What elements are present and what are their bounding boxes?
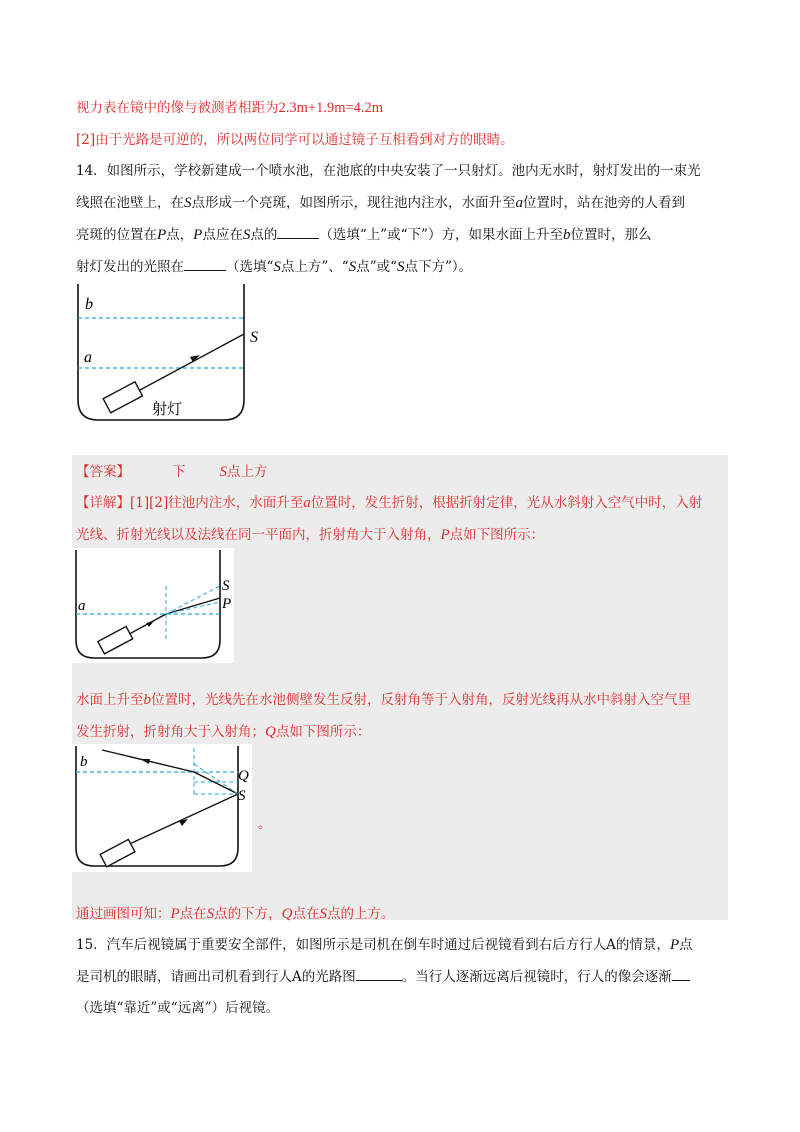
point-p: P [193, 227, 203, 243]
answer-line [76, 460, 268, 481]
q14-line-1: 14．如图所示，学校新建成一个喷水池，在池底的中央安装了一只射灯。池内无水时，射灯发出的一束光 [76, 163, 701, 179]
detail-text: 点的上方。 [327, 906, 395, 922]
q15-text: 点 [679, 937, 693, 953]
label-s: S [250, 329, 258, 346]
point-q: Q [281, 906, 293, 922]
q15-line-1 [76, 933, 693, 954]
detail-line-4 [76, 720, 370, 741]
point-q: Q [265, 724, 276, 740]
point-p: P [669, 937, 680, 953]
prev-formula: 2.3m+1.9m=4.2m [278, 100, 384, 116]
light-beam [140, 334, 244, 390]
answer-blank-2[interactable] [184, 256, 226, 271]
detail-text: 点如下图所示： [449, 527, 545, 543]
point-s: S [242, 227, 251, 243]
point-s: S [319, 906, 328, 922]
prev-text: 视力表在镜中的像与被测者相距为 [76, 100, 279, 116]
spotlight-icon [103, 382, 142, 413]
period-mark: 。 [258, 816, 272, 832]
detail-text: [1][2]往池内注水，水面升至 [130, 495, 304, 511]
answer-2: 点上方 [227, 464, 268, 480]
prev-answer-line-1 [76, 96, 383, 117]
q14-text: 点下方”）。 [404, 259, 473, 275]
answer-blank-4[interactable] [672, 966, 690, 981]
label-s: S [238, 788, 246, 804]
q15-line-2 [76, 965, 690, 985]
q14-text: 点”或“ [356, 259, 398, 275]
detail-line-1 [76, 491, 702, 512]
detail-text: 点的下方， [214, 906, 282, 922]
detail-text: 光线、折射光线以及法线在同一平面内，折射角大于入射角， [76, 527, 441, 543]
point-p: P [157, 227, 167, 243]
answer-label: 【答案】 [76, 464, 130, 480]
detail-text: 发生折射，折射角大于入射角； [76, 724, 265, 740]
detail-text: 位置时，发生折射，根据折射定律，光从水斜射入空气中时，入射 [310, 495, 703, 511]
q14-text: 位置时，站在池旁的人看到 [523, 195, 685, 211]
q14-text: 线照在池壁上，在 [76, 195, 184, 211]
q14-line-4 [76, 255, 472, 276]
label-spotlight: 射灯 [152, 400, 183, 418]
q14-text: 点应在 [202, 227, 243, 243]
answer-1: 下 [172, 464, 186, 480]
refraction-figure [72, 548, 234, 663]
point-s: S [348, 259, 357, 275]
pool-figure [72, 282, 262, 427]
prev-answer-line-2: [2]由于光路是可逆的，所以两位同学可以通过镜子互相看到对方的眼睛。 [76, 132, 514, 148]
label-b: b [85, 296, 93, 313]
q14-text: 点上方”、“ [280, 259, 349, 275]
level-a: a [515, 195, 523, 211]
detail-text: 点在 [179, 906, 207, 922]
q14-text: 点的 [250, 227, 278, 243]
detail-text: 点如下图所示： [275, 724, 371, 740]
q14-text: （选填“ [226, 259, 274, 275]
label-s: S [222, 578, 230, 594]
label-b: b [80, 754, 88, 770]
q14-line-2 [76, 191, 685, 212]
q15-text: 。当行人逐渐远离后视镜时，行人的像会逐渐 [401, 969, 672, 985]
q15-line-3: （选填“靠近”或“远离”）后视镜。 [76, 1000, 280, 1016]
answer-blank-1[interactable] [277, 224, 319, 239]
q14-text: 射灯发出的光照在 [76, 259, 184, 275]
detail-line-5 [76, 902, 395, 923]
point-p: P [170, 906, 180, 922]
level-b: b [562, 227, 571, 243]
q14-text: 点形成一个亮斑，如图所示，现往池内注水，水面升至 [191, 195, 516, 211]
detail-text: 通过画图可知： [76, 906, 171, 922]
label-a: a [84, 349, 92, 366]
q14-text: （选填“上”或“下”）方，如果水面上升至 [319, 227, 563, 243]
reflection-figure [72, 744, 252, 872]
level-a: a [303, 495, 311, 511]
q14-text: 位置时，那么 [570, 227, 652, 243]
answer-blank-3[interactable] [356, 966, 402, 981]
detail-label: 【详解】 [76, 495, 130, 511]
detail-text: 点在 [292, 906, 320, 922]
point-s: S [206, 906, 215, 922]
label-q: Q [238, 768, 249, 784]
label-a: a [78, 598, 86, 614]
q14-line-3 [76, 223, 651, 244]
point-s: S [273, 259, 281, 275]
detail-text: 水面上升至 [76, 692, 144, 708]
q15-text: 15．汽车后视镜属于重要安全部件，如图所示是司机在倒车时通过后视镜看到右后方行人A的情景， [76, 937, 670, 953]
point-s: S [397, 259, 405, 275]
point-s: S [184, 195, 192, 211]
label-p: P [222, 596, 232, 612]
q14-text: 亮斑的位置在 [76, 227, 157, 243]
point-s: S [219, 464, 227, 480]
detail-text: 位置时，光线先在水池侧壁发生反射，反射角等于入射角，反射光线再从水中斜射入空气里 [151, 692, 691, 708]
level-b: b [143, 692, 151, 708]
q15-text: 是司机的眼睛，请画出司机看到行人A的光路图 [76, 969, 356, 985]
point-p: P [440, 527, 450, 543]
q14-text: 点， [166, 227, 194, 243]
detail-line-2 [76, 523, 544, 544]
detail-line-3 [76, 688, 691, 709]
